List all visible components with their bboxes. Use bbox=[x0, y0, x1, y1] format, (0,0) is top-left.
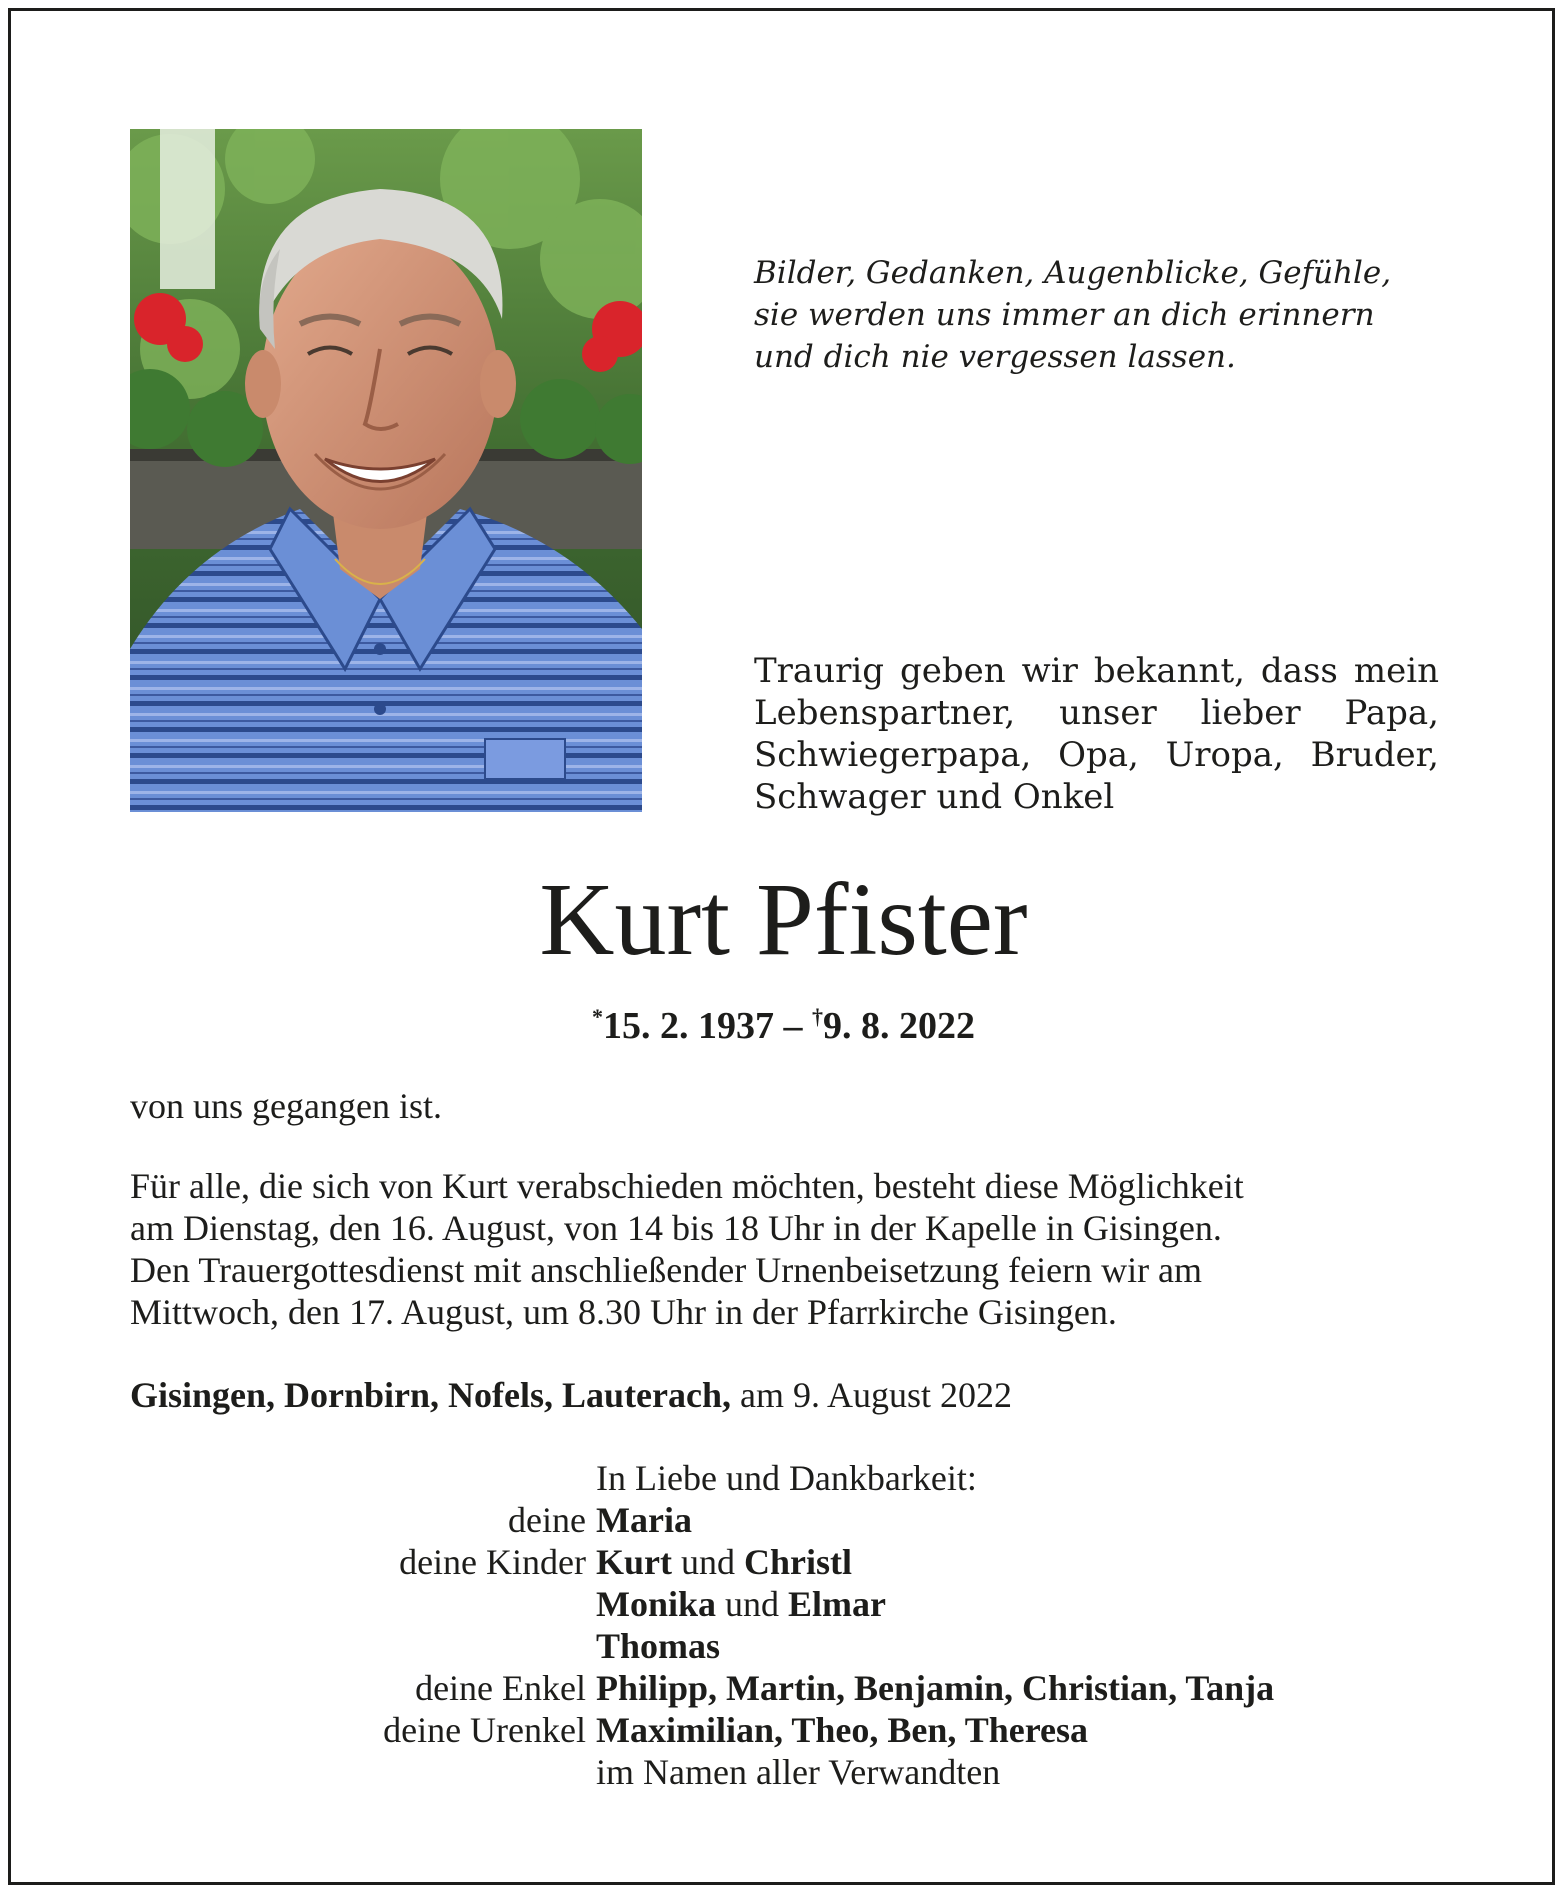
relative-names bbox=[596, 1499, 692, 1541]
relative-name: Monika bbox=[596, 1584, 717, 1624]
relation-label: deine bbox=[508, 1500, 586, 1540]
relative-name: Maximilian, Theo, Ben, Theresa bbox=[596, 1710, 1089, 1750]
relation-label: deine Enkel bbox=[415, 1668, 586, 1708]
relation-label: deine Urenkel bbox=[383, 1710, 586, 1750]
places: Gisingen, Dornbirn, Nofels, Lauterach, bbox=[130, 1375, 732, 1415]
memorial-poem bbox=[754, 252, 1474, 378]
relative-name: Elmar bbox=[788, 1584, 887, 1624]
signature-row bbox=[0, 1709, 1567, 1751]
connector-text: und bbox=[672, 1542, 744, 1582]
relative-names bbox=[596, 1667, 1274, 1709]
relative-name: Maria bbox=[596, 1500, 692, 1540]
service-details bbox=[130, 1165, 1440, 1333]
service-line: Mittwoch, den 17. August, um 8.30 Uhr in der Pfarrkirche Gisingen. bbox=[130, 1292, 1117, 1332]
announcement-line: Lebenspartner, unser lieber Papa, bbox=[754, 693, 1439, 733]
relative-names bbox=[596, 1541, 852, 1583]
death-symbol: † bbox=[812, 1004, 823, 1029]
date-separator: – bbox=[774, 1005, 812, 1047]
announcement-text bbox=[754, 650, 1439, 818]
announcement-line: Traurig geben wir bekannt, dass mein bbox=[754, 651, 1439, 691]
signature-row bbox=[0, 1667, 1567, 1709]
relative-name: Thomas bbox=[596, 1626, 721, 1666]
connector-text: und bbox=[716, 1584, 789, 1624]
portrait-illustration bbox=[130, 129, 642, 812]
portrait-photo bbox=[130, 129, 642, 812]
relation-label: deine Kinder bbox=[399, 1542, 586, 1582]
signature-block bbox=[0, 1457, 1567, 1793]
announcement-line: Schwager und Onkel bbox=[754, 777, 1115, 817]
place-and-date bbox=[130, 1374, 1440, 1416]
notice-date: am 9. August 2022 bbox=[731, 1375, 1013, 1415]
signature-row bbox=[0, 1751, 1567, 1793]
announcement-line: Schwiegerpapa, Opa, Uropa, Bruder, bbox=[754, 735, 1439, 775]
deceased-name: Kurt Pfister bbox=[539, 862, 1028, 977]
service-line: am Dienstag, den 16. August, von 14 bis 18 Uhr in der Kapelle in Gisingen. bbox=[130, 1208, 1222, 1248]
relative-names bbox=[596, 1583, 886, 1625]
service-line: Für alle, die sich von Kurt verabschieden möchten, besteht diese Möglichkeit bbox=[130, 1166, 1244, 1206]
birth-symbol: * bbox=[592, 1004, 603, 1029]
relative-name: Philipp, Martin, Benjamin, Christian, Tanja bbox=[596, 1668, 1275, 1708]
relative-names bbox=[596, 1751, 1000, 1793]
connector-text: im Namen aller Verwandten bbox=[596, 1752, 1001, 1792]
signature-intro: In Liebe und Dankbarkeit: bbox=[596, 1458, 977, 1498]
poem-line: sie werden uns immer an dich erinnern bbox=[754, 297, 1375, 333]
life-dates bbox=[0, 993, 1567, 1050]
signature-row bbox=[0, 1499, 1567, 1541]
signature-row bbox=[0, 1625, 1567, 1667]
birth-date: 15. 2. 1937 bbox=[603, 1005, 774, 1047]
poem-line: Bilder, Gedanken, Augenblicke, Gefühle, bbox=[754, 255, 1392, 291]
relative-name: Kurt bbox=[596, 1542, 672, 1582]
relative-names bbox=[596, 1625, 720, 1667]
poem-line: und dich nie vergessen lassen. bbox=[754, 339, 1236, 375]
death-date: 9. 8. 2022 bbox=[823, 1005, 975, 1047]
service-line: Den Trauergottesdienst mit anschließender Urnenbeisetzung feiern wir am bbox=[130, 1250, 1203, 1290]
relative-name: Christl bbox=[744, 1542, 852, 1582]
relative-names bbox=[596, 1709, 1088, 1751]
passed-line: von uns gegangen ist. bbox=[130, 1086, 442, 1126]
signature-row bbox=[0, 1583, 1567, 1625]
signature-row bbox=[0, 1541, 1567, 1583]
